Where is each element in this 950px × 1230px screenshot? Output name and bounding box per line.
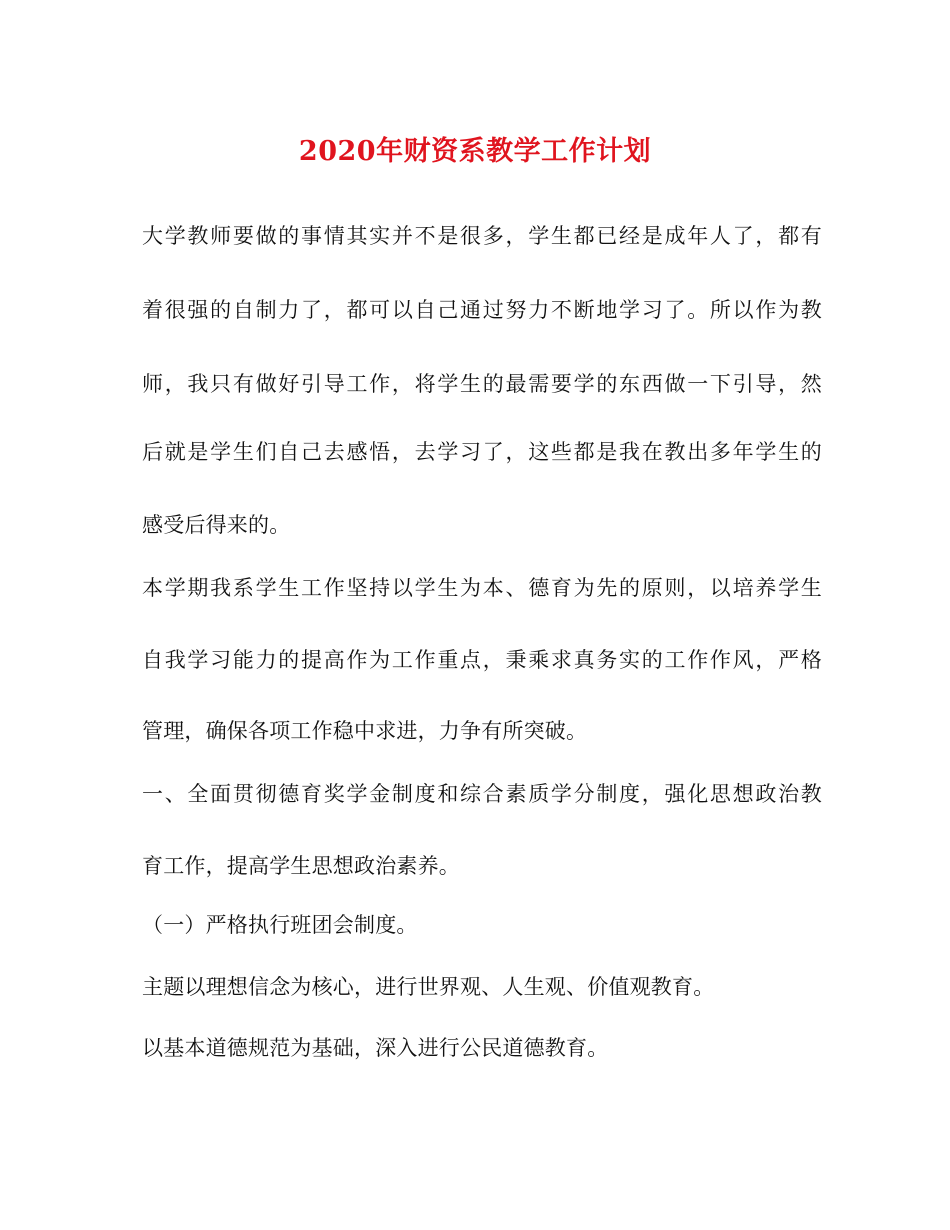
- document-title: 2020年财资系教学工作计划: [298, 136, 652, 167]
- section-heading-line: 育工作，提高学生思想政治素养。: [142, 854, 460, 878]
- section-heading-line: 一、全面贯彻德育奖学金制度和综合素质学分制度，强化思想政治教: [142, 782, 822, 806]
- paragraph-line: 着很强的自制力了，都可以自己通过努力不断地学习了。所以作为教: [142, 298, 822, 322]
- paragraph-line: 以基本道德规范为基础，深入进行公民道德教育。: [142, 1036, 609, 1060]
- paragraph-line: 主题以理想信念为核心，进行世界观、人生观、价值观教育。: [142, 975, 715, 999]
- paragraph-line: 管理，确保各项工作稳中求进，力争有所突破。: [142, 719, 588, 743]
- paragraph-line: 感受后得来的。: [142, 513, 291, 537]
- paragraph-line: 师，我只有做好引导工作，将学生的最需要学的东西做一下引导，然: [142, 372, 822, 396]
- paragraph-line: 后就是学生们自己去感悟，去学习了，这些都是我在教出多年学生的: [142, 440, 822, 464]
- subsection-heading: （一）严格执行班团会制度。: [142, 913, 418, 937]
- paragraph-line: 大学教师要做的事情其实并不是很多，学生都已经是成年人了，都有: [142, 224, 822, 248]
- paragraph-line: 本学期我系学生工作坚持以学生为本、德育为先的原则，以培养学生: [142, 576, 822, 600]
- paragraph-line: 自我学习能力的提高作为工作重点，秉乘求真务实的工作作风，严格: [142, 648, 822, 672]
